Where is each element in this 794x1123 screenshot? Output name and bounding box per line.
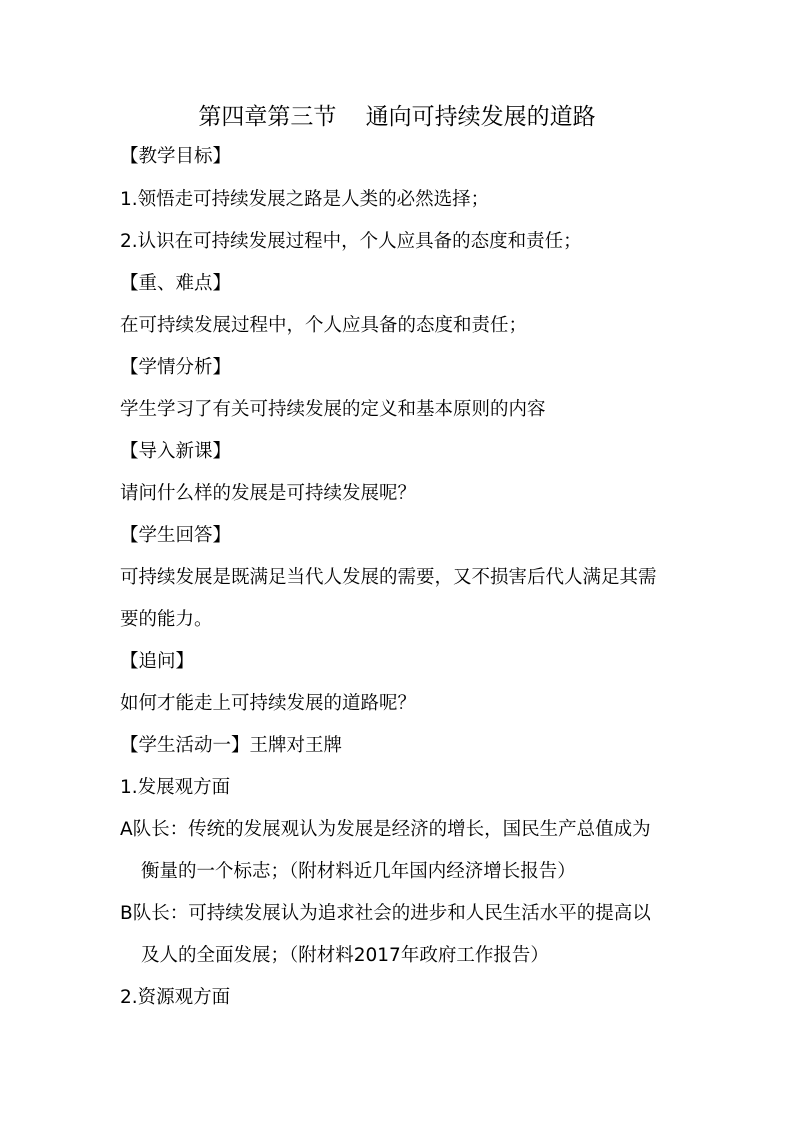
subsection-development-view: 1.发展观方面 (120, 777, 231, 798)
document-title: 第四章第三节 通向可持续发展的道路 (198, 104, 596, 130)
team-a-line-2: 衡量的一个标志；（附材料近几年国内经济增长报告） (141, 861, 576, 882)
section-heading-student-analysis: 【学情分析】 (120, 357, 232, 378)
follow-up-question: 如何才能走上可持续发展的道路呢？ (120, 693, 417, 714)
team-b-line-1: B队长：可持续发展认为追求社会的进步和人民生活水平的提高以 (120, 903, 651, 924)
student-analysis-text: 学生学习了有关可持续发展的定义和基本原则的内容 (120, 399, 546, 420)
section-heading-key-points: 【重、难点】 (120, 273, 232, 294)
student-answer-line-2: 要的能力。 (120, 609, 213, 630)
introduction-question: 请问什么样的发展是可持续发展呢？ (120, 483, 417, 504)
goal-item-2: 2.认识在可持续发展过程中，个人应具备的态度和责任； (120, 231, 582, 252)
team-a-line-1: A队长：传统的发展观认为发展是经济的增长，国民生产总值成为 (120, 819, 651, 840)
section-heading-student-answer: 【学生回答】 (120, 525, 232, 546)
subsection-resource-view: 2.资源观方面 (120, 987, 231, 1008)
section-heading-teaching-goals: 【教学目标】 (120, 146, 232, 167)
team-b-line-2: 及人的全面发展；（附材料2017年政府工作报告） (141, 945, 549, 966)
section-heading-introduction: 【导入新课】 (120, 441, 232, 462)
goal-item-1: 1.领悟走可持续发展之路是人类的必然选择； (120, 189, 490, 210)
key-points-text: 在可持续发展过程中，个人应具备的态度和责任； (120, 315, 528, 336)
section-heading-activity-one: 【学生活动一】王牌对王牌 (120, 735, 343, 756)
section-heading-follow-up: 【追问】 (120, 651, 195, 672)
student-answer-line-1: 可持续发展是既满足当代人发展的需要，又不损害后代人满足其需 (120, 567, 657, 588)
